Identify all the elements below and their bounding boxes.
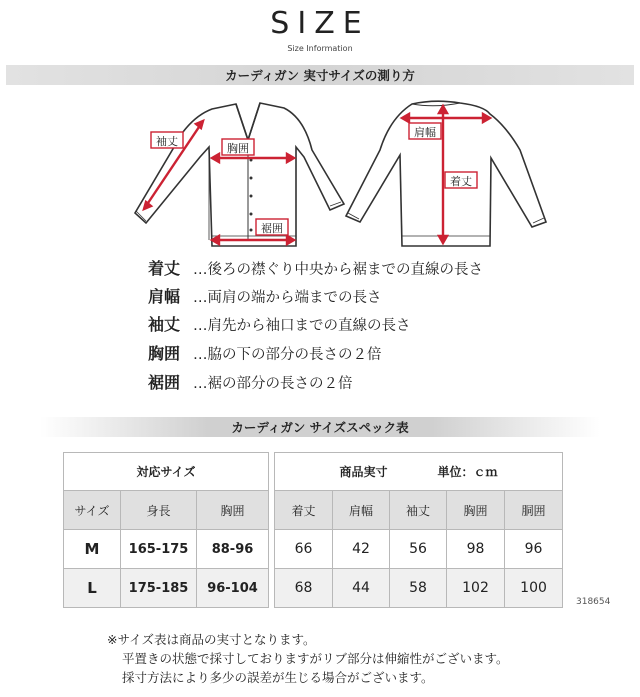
definition-chest [148, 341, 382, 365]
table-row [64, 569, 563, 608]
cardigan-measure-diagram [0, 88, 640, 256]
section-header-spec: カーディガン サイズスペック表 [40, 417, 600, 437]
note-line: 平置きの状態で採寸しておりますがリブ部分は伸縮性がございます。 [122, 651, 509, 666]
shoulder-label: 肩幅 [414, 126, 436, 139]
hem-label: 裾囲 [261, 222, 283, 235]
table-cell: 165-175 [121, 530, 197, 569]
definition-hem [148, 370, 353, 394]
table-cell: 42 [333, 530, 390, 569]
column-header: 身長 [121, 491, 197, 530]
definition-length [148, 256, 483, 280]
column-header: 胸囲 [197, 491, 269, 530]
notes [107, 630, 509, 687]
sleeve-label: 袖丈 [156, 135, 178, 148]
column-header: サイズ [64, 491, 121, 530]
definition-text: …肩先から袖口までの直線の長さ [193, 318, 411, 334]
definition-sleeve [148, 312, 411, 336]
length-label: 着丈 [450, 175, 472, 188]
definition-text: …両肩の端から端までの長さ [193, 290, 382, 306]
column-header: 胴囲 [505, 491, 563, 530]
note-line: 採寸方法により多少の誤差が生じる場合がございます。 [122, 670, 434, 685]
definition-text: …裾の部分の長さの２倍 [193, 376, 353, 392]
column-header: 胸囲 [447, 491, 505, 530]
definition-term: 肩幅 [148, 287, 181, 306]
table-cell: 98 [447, 530, 505, 569]
table-cell: M [64, 530, 121, 569]
table-group-header [64, 453, 563, 491]
page-subtitle: Size Information [287, 44, 353, 53]
table-cell: 88-96 [197, 530, 269, 569]
definition-term: 裾囲 [148, 373, 181, 392]
chest-label: 胸囲 [227, 142, 249, 155]
note-line: ※サイズ表は商品の実寸となります。 [107, 632, 316, 647]
table-cell: 58 [390, 569, 447, 608]
group-size-header: 対応サイズ [64, 453, 269, 491]
definition-shoulder [148, 284, 382, 308]
group-measure-label: 商品実寸 [339, 465, 388, 479]
table-cell: L [64, 569, 121, 608]
definition-text: …後ろの襟ぐり中央から裾までの直線の長さ [193, 262, 483, 278]
definition-term: 袖丈 [148, 315, 181, 334]
table-cell: 96 [505, 530, 563, 569]
table-cell: 100 [505, 569, 563, 608]
product-code: 318654 [576, 597, 611, 607]
column-header: 袖丈 [390, 491, 447, 530]
table-cell: 102 [447, 569, 505, 608]
definition-text: …脇の下の部分の長さの２倍 [193, 347, 382, 363]
unit-label: 単位：ｃｍ [437, 465, 498, 479]
page-title: SIZE [270, 6, 370, 41]
section-header-measure: カーディガン 実寸サイズの測り方 [6, 65, 634, 85]
table-cell: 68 [275, 569, 333, 608]
table-cell: 44 [333, 569, 390, 608]
table-cell: 175-185 [121, 569, 197, 608]
definition-term: 胸囲 [148, 344, 181, 363]
table-cell: 96-104 [197, 569, 269, 608]
column-header: 着丈 [275, 491, 333, 530]
table-cell: 56 [390, 530, 447, 569]
table-row [64, 530, 563, 569]
column-header: 肩幅 [333, 491, 390, 530]
group-measure-header [275, 453, 563, 491]
definition-term: 着丈 [148, 259, 181, 278]
size-spec-table [63, 452, 563, 608]
table-column-header [64, 491, 563, 530]
table-cell: 66 [275, 530, 333, 569]
